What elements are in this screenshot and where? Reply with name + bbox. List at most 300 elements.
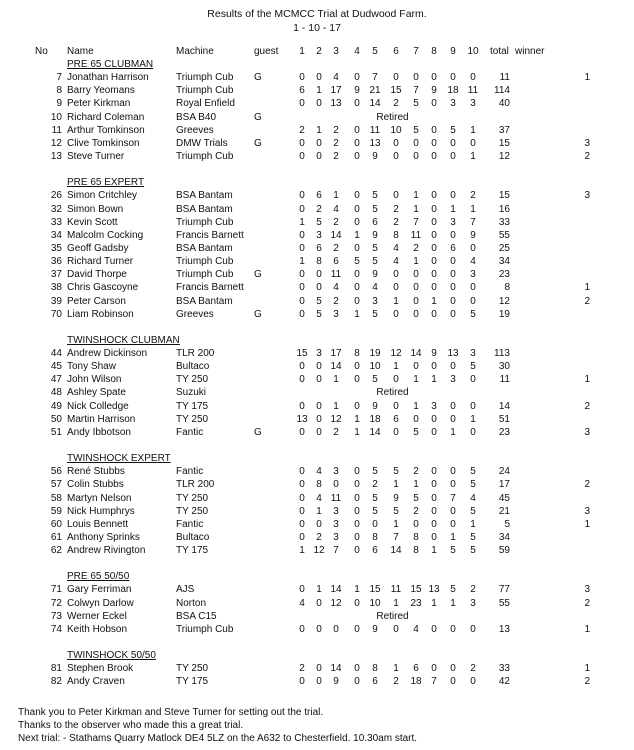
- section-score: 5: [393, 466, 399, 478]
- section-score: 0: [431, 623, 437, 635]
- section-score: 0: [470, 400, 476, 412]
- section-score: 14: [330, 663, 342, 675]
- section-score: 2: [333, 295, 339, 307]
- section-score: 0: [450, 466, 456, 478]
- section-score: 0: [470, 242, 476, 254]
- section-score: 2: [333, 242, 339, 254]
- section-score: 0: [354, 295, 360, 307]
- section-score: 0: [299, 295, 305, 307]
- rider-machine: Bultaco: [176, 531, 210, 543]
- section-score: 1: [431, 545, 437, 557]
- section-score: 0: [299, 400, 305, 412]
- rider-row: [0, 308, 634, 321]
- section-score: 1: [450, 531, 456, 543]
- section-score: 8: [316, 256, 322, 268]
- section-score: 3: [333, 308, 339, 320]
- section-score: 5: [470, 361, 476, 373]
- section-score: 6: [450, 242, 456, 254]
- section-score: 0: [431, 151, 437, 163]
- rider-number: 44: [50, 348, 62, 359]
- section-score: 5: [316, 216, 322, 228]
- section-score: 18: [447, 85, 459, 97]
- section-score: 13: [330, 98, 342, 110]
- rider-number: 45: [50, 361, 62, 373]
- rider-machine: BSA Bantam: [176, 295, 233, 307]
- rider-number: 74: [50, 623, 62, 635]
- total-score: 12: [498, 295, 510, 307]
- rider-number: 70: [50, 308, 62, 320]
- section-score: 1: [470, 124, 476, 136]
- section-score: 10: [369, 597, 381, 609]
- section-score: 3: [333, 518, 339, 530]
- section-score: 0: [354, 518, 360, 530]
- section-score: 0: [354, 72, 360, 84]
- rider-row: [0, 71, 634, 84]
- rider-row: [0, 111, 634, 124]
- total-score: 11: [499, 374, 510, 386]
- rider-name: Louis Bennett: [67, 518, 129, 530]
- section-score: 0: [354, 479, 360, 491]
- section-score: 5: [372, 492, 378, 504]
- section-score: 14: [410, 348, 422, 359]
- rider-machine: BSA Bantam: [176, 242, 233, 254]
- section-score: 14: [330, 229, 342, 241]
- total-score: 55: [498, 229, 510, 241]
- section-score: 0: [299, 137, 305, 149]
- total-score: 21: [498, 505, 510, 517]
- rider-name: Gary Ferriman: [67, 584, 132, 596]
- section-score: 9: [431, 348, 437, 359]
- section-score: 2: [470, 190, 476, 202]
- section-score: 0: [372, 518, 378, 530]
- section-score: 0: [354, 269, 360, 281]
- rider-row: [0, 189, 634, 202]
- rider-machine: TY 250: [176, 663, 209, 675]
- section-score: 0: [393, 400, 399, 412]
- section-score: 0: [413, 269, 419, 281]
- retired-label: Retired: [376, 387, 409, 399]
- total-score: 33: [498, 663, 510, 675]
- section-score: 4: [393, 256, 399, 268]
- section-score: 0: [393, 374, 399, 386]
- section-score: 1: [354, 584, 360, 596]
- section-score: 0: [299, 466, 305, 478]
- section-score: 5: [470, 466, 476, 478]
- section-score: 9: [372, 400, 378, 412]
- section-score: 0: [354, 190, 360, 202]
- section-score: 0: [354, 361, 360, 373]
- section-score: 0: [354, 151, 360, 163]
- rider-name: Andy Craven: [67, 676, 125, 688]
- rider-row: [0, 150, 634, 163]
- rider-number: 10: [50, 111, 62, 123]
- section-score: 5: [450, 584, 456, 596]
- total-score: 24: [498, 466, 510, 478]
- rider-number: 56: [50, 466, 62, 478]
- header-guest: guest: [254, 46, 279, 57]
- section-score: 0: [316, 282, 322, 294]
- rider-number: 73: [50, 610, 62, 622]
- rider-machine: TLR 200: [176, 479, 215, 491]
- rider-row: [0, 583, 634, 596]
- total-score: 17: [498, 479, 510, 491]
- header-total: total: [490, 46, 509, 57]
- section-score: 0: [299, 531, 305, 543]
- section-score: 0: [431, 269, 437, 281]
- section-score: 0: [316, 426, 322, 438]
- rider-number: 37: [50, 269, 62, 281]
- rider-name: Martin Harrison: [67, 413, 136, 425]
- section-score: 1: [413, 190, 419, 202]
- section-score: 10: [369, 361, 381, 373]
- section-score: 0: [299, 361, 305, 373]
- section-score: 0: [393, 72, 399, 84]
- section-score: 21: [369, 85, 381, 97]
- section-score: 0: [431, 203, 437, 215]
- total-score: 51: [498, 413, 510, 425]
- rider-row: [0, 544, 634, 557]
- section-score: 2: [393, 203, 399, 215]
- section-score: 6: [316, 190, 322, 202]
- section-score: 1: [413, 479, 419, 491]
- section-score: 9: [372, 151, 378, 163]
- section-score: 0: [470, 374, 476, 386]
- total-score: 33: [498, 216, 510, 228]
- section-score: 0: [316, 676, 322, 688]
- winner-place: 3: [584, 584, 590, 596]
- rider-number: 34: [50, 229, 62, 241]
- section-score: 1: [299, 545, 305, 557]
- section-score: 1: [470, 413, 476, 425]
- section-score: 0: [450, 137, 456, 149]
- section-score: 0: [316, 400, 322, 412]
- section-score: 1: [413, 400, 419, 412]
- section-score: 0: [354, 466, 360, 478]
- rider-row: [0, 124, 634, 137]
- section-score: 3: [450, 216, 456, 228]
- section-score: 1: [470, 518, 476, 530]
- rider-machine: BSA B40: [176, 111, 217, 123]
- section-score: 0: [333, 479, 339, 491]
- rider-name: René Stubbs: [67, 466, 125, 478]
- section-score: 0: [431, 413, 437, 425]
- section-score: 4: [316, 466, 322, 478]
- section-score: 11: [369, 124, 381, 136]
- section-score: 3: [450, 98, 456, 110]
- section-score: 0: [354, 400, 360, 412]
- rider-number: 32: [50, 203, 62, 215]
- section-score: 0: [299, 203, 305, 215]
- section-score: 9: [372, 623, 378, 635]
- section-score: 5: [413, 426, 419, 438]
- section-score: 0: [470, 282, 476, 294]
- rider-row: [0, 426, 634, 439]
- rider-row: [0, 347, 634, 360]
- rider-machine: Fantic: [176, 466, 204, 478]
- section-score: 2: [393, 216, 399, 228]
- winner-place: 1: [584, 282, 590, 294]
- section-score: 0: [393, 151, 399, 163]
- rider-machine: BSA C15: [176, 610, 217, 622]
- section-score: 9: [470, 229, 476, 241]
- total-score: 37: [498, 124, 510, 136]
- rider-row: [0, 518, 634, 531]
- rider-name: Tony Shaw: [67, 361, 116, 373]
- section-score: 0: [354, 124, 360, 136]
- section-score: 1: [333, 374, 339, 386]
- class-heading: TWINSHOCK 50/50: [67, 650, 156, 661]
- section-score: 0: [450, 269, 456, 281]
- section-score: 2: [333, 151, 339, 163]
- section-score: 3: [372, 295, 378, 307]
- section-score: 13: [447, 348, 459, 359]
- rider-row: [0, 675, 634, 688]
- section-score: 0: [450, 256, 456, 268]
- section-score: 0: [316, 72, 322, 84]
- section-score: 0: [431, 282, 437, 294]
- rider-name: Andy Ibbotson: [67, 426, 131, 438]
- section-score: 5: [470, 479, 476, 491]
- section-score: 0: [450, 479, 456, 491]
- rider-row: [0, 360, 634, 373]
- section-score: 4: [316, 492, 322, 504]
- section-score: 14: [369, 426, 381, 438]
- total-score: 25: [498, 242, 510, 254]
- rider-number: 62: [50, 545, 62, 557]
- rider-number: 58: [50, 492, 62, 504]
- section-score: 0: [450, 282, 456, 294]
- section-score: 0: [431, 466, 437, 478]
- header-section-9: 9: [450, 46, 456, 57]
- rider-row: [0, 597, 634, 610]
- section-score: 2: [470, 663, 476, 675]
- section-score: 0: [299, 72, 305, 84]
- section-score: 0: [393, 190, 399, 202]
- rider-name: Andrew Dickinson: [67, 348, 148, 359]
- section-score: 1: [393, 295, 399, 307]
- section-score: 8: [316, 479, 322, 491]
- section-score: 0: [413, 282, 419, 294]
- section-score: 0: [316, 151, 322, 163]
- section-score: 1: [299, 216, 305, 228]
- section-score: 5: [470, 505, 476, 517]
- section-score: 0: [431, 124, 437, 136]
- section-score: 4: [413, 623, 419, 635]
- section-score: 0: [450, 308, 456, 320]
- section-score: 11: [467, 85, 479, 97]
- section-score: 5: [372, 190, 378, 202]
- section-score: 0: [431, 479, 437, 491]
- rider-machine: Royal Enfield: [176, 98, 235, 110]
- rider-number: 9: [56, 98, 62, 110]
- section-score: 5: [450, 124, 456, 136]
- section-score: 1: [470, 203, 476, 215]
- rider-machine: Bultaco: [176, 361, 210, 373]
- section-score: 2: [299, 124, 305, 136]
- total-score: 14: [498, 400, 510, 412]
- rider-row: [0, 268, 634, 281]
- section-score: 11: [330, 492, 342, 504]
- section-score: 2: [333, 216, 339, 228]
- section-score: 5: [372, 505, 378, 517]
- rider-number: 8: [56, 85, 62, 97]
- section-score: 0: [299, 676, 305, 688]
- section-score: 4: [470, 492, 476, 504]
- section-score: 5: [316, 308, 322, 320]
- section-score: 0: [316, 374, 322, 386]
- section-score: 8: [413, 531, 419, 543]
- section-score: 17: [330, 348, 342, 359]
- section-score: 12: [390, 348, 402, 359]
- section-score: 0: [431, 361, 437, 373]
- rider-row: [0, 242, 634, 255]
- section-score: 15: [410, 584, 422, 596]
- section-score: 3: [316, 229, 322, 241]
- section-score: 0: [299, 242, 305, 254]
- section-score: 4: [393, 242, 399, 254]
- rider-name: David Thorpe: [67, 269, 127, 281]
- rider-name: Andrew Rivington: [67, 545, 146, 557]
- section-score: 0: [393, 269, 399, 281]
- rider-machine: AJS: [176, 584, 195, 596]
- rider-row: [0, 492, 634, 505]
- section-score: 0: [299, 308, 305, 320]
- section-score: 8: [354, 348, 360, 359]
- section-score: 1: [431, 597, 437, 609]
- section-score: 0: [431, 137, 437, 149]
- section-score: 11: [410, 229, 422, 241]
- section-score: 0: [299, 98, 305, 110]
- section-score: 0: [393, 623, 399, 635]
- total-score: 45: [498, 492, 510, 504]
- section-score: 0: [354, 597, 360, 609]
- section-score: 0: [450, 676, 456, 688]
- rider-name: Peter Kirkman: [67, 98, 131, 110]
- section-score: 14: [330, 584, 342, 596]
- section-score: 0: [431, 229, 437, 241]
- section-score: 0: [450, 505, 456, 517]
- section-score: 5: [372, 256, 378, 268]
- winner-place: 2: [584, 597, 590, 609]
- class-heading: PRE 65 EXPERT: [67, 177, 145, 189]
- section-score: 9: [372, 269, 378, 281]
- section-score: 1: [431, 295, 437, 307]
- section-score: 5: [372, 242, 378, 254]
- rider-row: [0, 505, 634, 518]
- rider-machine: Triumph Cub: [176, 256, 234, 268]
- rider-number: 81: [50, 663, 62, 675]
- winner-place: 1: [584, 518, 590, 530]
- rider-name: Martyn Nelson: [67, 492, 132, 504]
- header-section-1: 1: [299, 46, 305, 57]
- total-score: 16: [498, 203, 510, 215]
- rider-machine: Triumph Cub: [176, 216, 234, 228]
- section-score: 7: [470, 216, 476, 228]
- total-score: 113: [494, 348, 510, 359]
- section-score: 0: [393, 137, 399, 149]
- section-score: 15: [296, 348, 308, 359]
- section-score: 12: [330, 413, 342, 425]
- section-score: 0: [431, 256, 437, 268]
- section-score: 0: [316, 518, 322, 530]
- section-score: 6: [299, 85, 305, 97]
- section-score: 13: [428, 584, 440, 596]
- header-section-6: 6: [393, 46, 399, 57]
- section-score: 2: [413, 242, 419, 254]
- header-winner: winner: [515, 46, 545, 57]
- section-score: 3: [333, 531, 339, 543]
- section-score: 0: [316, 413, 322, 425]
- total-score: 30: [498, 361, 510, 373]
- section-score: 1: [450, 203, 456, 215]
- rider-name: Liam Robinson: [67, 308, 134, 320]
- section-score: 0: [354, 676, 360, 688]
- guest-flag: G: [254, 426, 262, 438]
- rider-machine: Suzuki: [176, 387, 207, 399]
- section-score: 9: [372, 229, 378, 241]
- section-score: 3: [333, 505, 339, 517]
- section-score: 3: [470, 597, 476, 609]
- section-score: 0: [316, 597, 322, 609]
- section-score: 2: [413, 466, 419, 478]
- rider-name: John Wilson: [67, 374, 122, 386]
- section-score: 3: [470, 269, 476, 281]
- rider-number: 12: [50, 137, 62, 149]
- section-score: 18: [410, 676, 422, 688]
- section-score: 0: [431, 308, 437, 320]
- section-score: 1: [450, 597, 456, 609]
- guest-flag: G: [254, 269, 262, 281]
- retired-label: Retired: [376, 111, 409, 123]
- header-name: Name: [67, 46, 94, 57]
- rider-machine: Fantic: [176, 426, 204, 438]
- section-score: 1: [450, 426, 456, 438]
- section-score: 0: [316, 269, 322, 281]
- rider-name: Steve Turner: [67, 151, 125, 163]
- rider-name: Werner Eckel: [67, 610, 127, 622]
- rider-row: [0, 97, 634, 110]
- winner-place: 2: [584, 295, 590, 307]
- header-section-4: 4: [354, 46, 360, 57]
- total-score: 13: [498, 623, 510, 635]
- section-score: 0: [316, 98, 322, 110]
- guest-flag: G: [254, 308, 262, 320]
- winner-place: 2: [584, 400, 590, 412]
- section-score: 9: [333, 676, 339, 688]
- section-score: 0: [413, 413, 419, 425]
- rider-name: Clive Tomkinson: [67, 137, 140, 149]
- section-score: 12: [330, 597, 342, 609]
- total-score: 59: [498, 545, 510, 557]
- section-score: 3: [470, 98, 476, 110]
- winner-place: 1: [584, 72, 590, 84]
- section-score: 5: [354, 256, 360, 268]
- section-score: 5: [470, 531, 476, 543]
- winner-place: 3: [584, 505, 590, 517]
- section-score: 5: [372, 308, 378, 320]
- header-section-2: 2: [316, 46, 322, 57]
- section-score: 2: [393, 676, 399, 688]
- section-score: 4: [470, 256, 476, 268]
- section-score: 5: [470, 545, 476, 557]
- rider-name: Chris Gascoyne: [67, 282, 139, 294]
- section-score: 8: [372, 663, 378, 675]
- rider-machine: Triumph Cub: [176, 72, 234, 84]
- rider-name: Malcolm Cocking: [67, 229, 144, 241]
- rider-name: Barry Yeomans: [67, 85, 135, 97]
- section-score: 1: [413, 374, 419, 386]
- section-score: 7: [393, 531, 399, 543]
